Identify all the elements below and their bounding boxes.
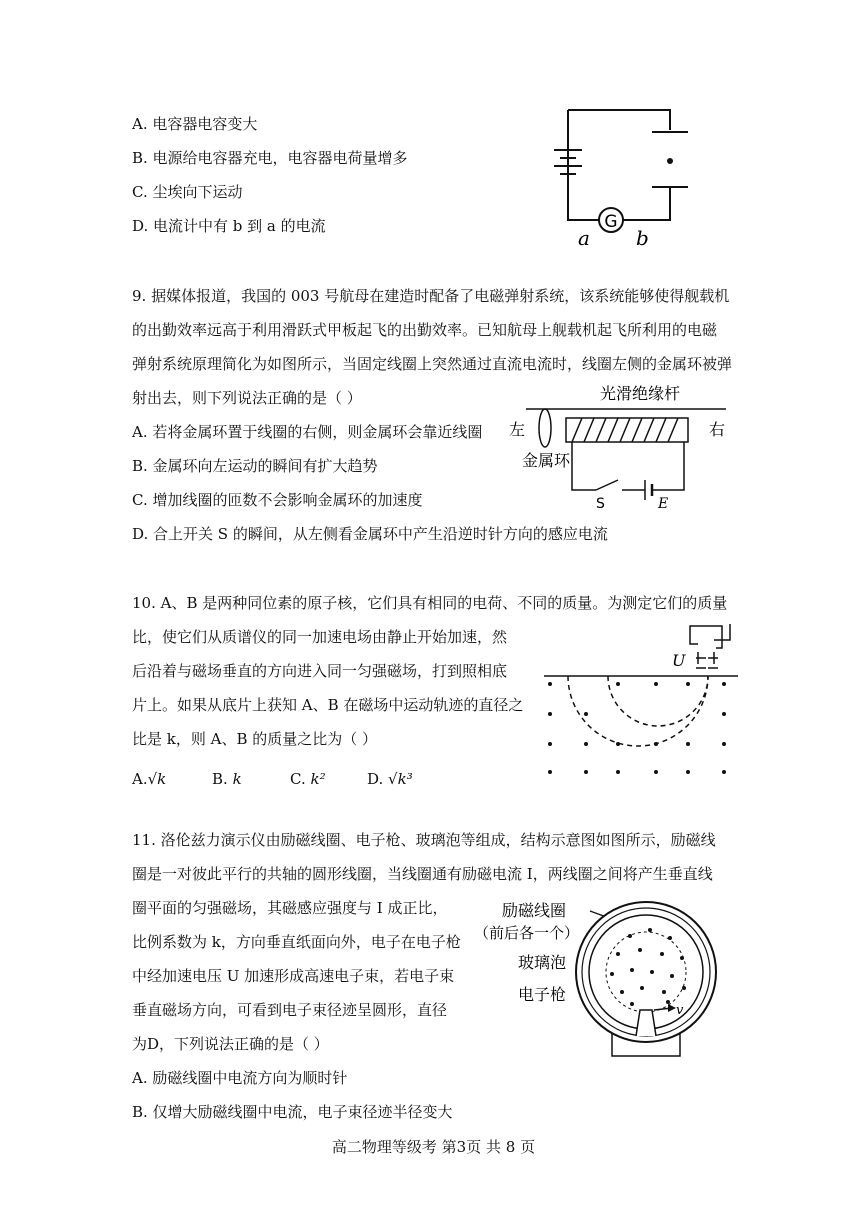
electron-gun — [636, 1010, 656, 1036]
q9-stem-line-4: 射出去，则下列说法正确的是（ ） — [132, 389, 362, 407]
q11-stem-line-7: 为D，下列说法正确的是（ ） — [132, 1035, 329, 1053]
page-footer: 高二物理等级考 第3页 共 8 页 — [331, 1138, 536, 1156]
q10-option-b: B. k — [212, 770, 242, 788]
coil-label: 励磁线圈 — [502, 901, 567, 920]
q11-lorentz-apparatus-figure — [472, 896, 752, 1058]
q9-stem-line-1: 9. 据媒体报道，我国的 003 号航母在建造时配备了电磁弹射系统，该系统能够使得舰载机 — [132, 287, 730, 305]
q11-option-a: A. 励磁线圈中电流方向为顺时针 — [132, 1069, 348, 1087]
q11-option-b: B. 仅增大励磁线圈中电流，电子束径迹半径变大 — [132, 1103, 453, 1121]
coil-note-label: （前后各一个） — [474, 924, 580, 942]
q9-option-d: D. 合上开关 S 的瞬间，从左侧看金属环中产生沿逆时针方向的感应电流 — [132, 525, 608, 543]
q11-stem-line-6: 垂直磁场方向，可看到电子束径迹呈圆形，直径 — [132, 1001, 448, 1019]
bulb-label: 玻璃泡 — [518, 953, 567, 972]
ring-label: 金属环 — [522, 451, 571, 470]
gun-label: 电子枪 — [518, 985, 567, 1004]
q9-option-c: C. 增加线圈的匝数不会影响金属环的加速度 — [132, 491, 423, 509]
q11-stem-line-3: 圈平面的匀强磁场，其磁感应强度与 I 成正比， — [132, 899, 448, 917]
q10-option-a: A.√k — [132, 770, 167, 788]
q9-stem-line-2: 的出勤效率远高于利用滑跃式甲板起飞的出勤效率。已知航母上舰载机起飞所利用的电磁 — [132, 321, 718, 339]
q8-option-d: D. 电流计中有 b 到 a 的电流 — [132, 217, 326, 235]
q10-stem-line-3: 后沿着与磁场垂直的方向进入同一匀强磁场，打到照相底 — [132, 662, 508, 680]
terminal-a-label: a — [578, 226, 590, 250]
dust-particle — [667, 158, 673, 164]
q8-option-c: C. 尘埃向下运动 — [132, 183, 243, 201]
q9-stem-line-3: 弹射系统原理简化为如图所示，当固定线圈上突然通过直流电流时，线圈左侧的金属环被弹 — [132, 355, 733, 373]
q11-stem-line-1: 11. 洛伦兹力演示仪由励磁线圈、电子枪、玻璃泡等组成，结构示意图如图所示，励磁线 — [132, 831, 716, 849]
q8-capacitor-circuit-figure — [540, 100, 700, 250]
q10-mass-spectrometer-figure — [538, 618, 748, 788]
left-label: 左 — [509, 420, 526, 439]
q10-option-d: D. √k³ — [367, 770, 413, 788]
q10-stem-line-2: 比，使它们从质谱仪的同一加速电场由静止开始加速，然 — [132, 628, 508, 646]
q11-stem-line-2: 圈是一对彼此平行的共轴的圆形线圈，当线圈通有励磁电流 I，两线圈之间将产生垂直线 — [132, 865, 713, 883]
metal-ring — [539, 409, 551, 447]
q10-stem-line-5: 比是 k，则 A、B 的质量之比为（ ） — [132, 730, 378, 748]
q9-coil-launcher-figure — [500, 380, 740, 512]
q10-option-c: C. k² — [290, 770, 326, 788]
q8-option-b: B. 电源给电容器充电，电容器电荷量增多 — [132, 149, 408, 167]
coil-windings — [572, 418, 678, 442]
galvanometer-label: G — [604, 212, 618, 232]
switch-label: S — [596, 496, 605, 512]
q11-stem-line-4: 比例系数为 k，方向垂直纸面向外，电子在电子枪 — [132, 933, 461, 951]
q9-option-b: B. 金属环向左运动的瞬间有扩大趋势 — [132, 457, 378, 475]
rod-label: 光滑绝缘杆 — [599, 384, 681, 403]
q10-stem-line-4: 片上。如果从底片上获知 A、B 在磁场中运动轨迹的直径之 — [132, 696, 524, 714]
velocity-label: v — [676, 1003, 684, 1018]
q10-stem-line-1: 10. A、B 是两种同位素的原子核，它们具有相同的电荷、不同的质量。为测定它们的质量 — [132, 594, 728, 612]
trajectory-large — [568, 676, 708, 746]
q9-option-a: A. 若将金属环置于线圈的右侧，则金属环会靠近线圈 — [132, 423, 483, 441]
q11-stem-line-5: 中经加速电压 U 加速形成高速电子束，若电子束 — [132, 967, 455, 985]
switch-s — [596, 480, 618, 490]
voltage-label: U — [672, 651, 686, 670]
magnetic-field-dots — [548, 682, 726, 774]
right-label: 右 — [709, 420, 726, 439]
q8-option-a: A. 电容器电容变大 — [132, 115, 258, 133]
battery-label: E — [658, 496, 669, 512]
terminal-b-label: b — [636, 226, 649, 250]
